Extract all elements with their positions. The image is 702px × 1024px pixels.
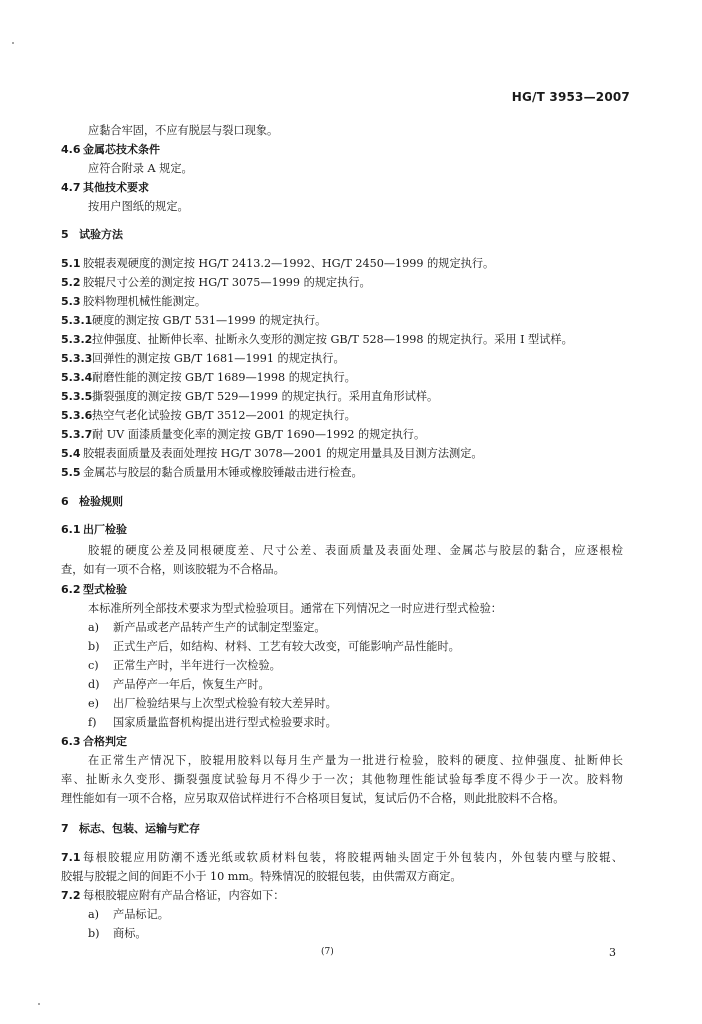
list-item bbox=[88, 715, 337, 730]
section-heading bbox=[61, 494, 623, 509]
clause-text: 热空气老化试验按 GB/T 3512—2001 的规定执行。 bbox=[92, 409, 356, 422]
clause bbox=[61, 313, 623, 328]
clause-number: 7 bbox=[61, 822, 69, 835]
paragraph-line bbox=[88, 123, 278, 138]
clause-number: 6.1 bbox=[61, 523, 81, 536]
heading-text: 出厂检验 bbox=[83, 523, 127, 536]
clause bbox=[61, 465, 623, 480]
list-marker: b) bbox=[88, 927, 100, 940]
clause bbox=[61, 446, 623, 461]
list-item bbox=[88, 907, 169, 922]
line-text: 出厂检验结果与上次型式检验有较大差异时。 bbox=[113, 697, 337, 710]
line-text: 产品停产一年后，恢复生产时。 bbox=[113, 678, 270, 691]
clause-text: 拉伸强度、扯断伸长率、扯断永久变形的测定按 GB/T 528—1998 的规定执行。采用 I 型试样。 bbox=[92, 333, 573, 346]
heading-text: 检验规则 bbox=[79, 495, 123, 508]
clause-text: 金属芯与胶层的黏合质量用木锤或橡胶锤敲击进行检查。 bbox=[83, 466, 363, 479]
paragraph-line bbox=[88, 199, 189, 214]
clause bbox=[61, 850, 623, 865]
line-text: 国家质量监督机构提出进行型式检验要求时。 bbox=[113, 716, 337, 729]
list-item bbox=[88, 639, 460, 654]
list-marker: d) bbox=[88, 678, 100, 691]
clause-number: 5.3.5 bbox=[61, 390, 93, 403]
section-heading bbox=[61, 142, 623, 157]
page-number: 3 bbox=[609, 946, 616, 959]
clause bbox=[61, 275, 623, 290]
clause-text: 胶辊表观硬度的测定按 HG/T 2413.2—1992、HG/T 2450—1999 的规定执行。 bbox=[83, 257, 495, 270]
list-marker: f) bbox=[88, 716, 97, 729]
clause bbox=[61, 294, 623, 309]
paragraph-line bbox=[61, 791, 564, 806]
heading-text: 合格判定 bbox=[83, 735, 127, 748]
line-text: 正式生产后，如结构、材料、工艺有较大改变，可能影响产品性能时。 bbox=[113, 640, 460, 653]
clause-number: 5.3.6 bbox=[61, 409, 93, 422]
clause bbox=[61, 888, 623, 903]
clause-text: 硬度的测定按 GB/T 531—1999 的规定执行。 bbox=[92, 314, 327, 327]
clause-number: 4.7 bbox=[61, 181, 81, 194]
clause-text: 胶料物理机械性能测定。 bbox=[83, 295, 207, 308]
section-heading bbox=[61, 821, 623, 836]
clause-text: 胶辊表面质量及表面处理按 HG/T 3078—2001 的规定用量具及目测方法测定。 bbox=[83, 447, 483, 460]
clause-number: 5 bbox=[61, 228, 69, 241]
list-item bbox=[88, 926, 147, 941]
section-heading bbox=[61, 522, 623, 537]
list-item bbox=[88, 696, 337, 711]
clause bbox=[61, 332, 623, 347]
clause bbox=[61, 408, 623, 423]
clause-number: 5.3 bbox=[61, 295, 81, 308]
line-text: 理性能如有一项不合格，应另取双倍试样进行不合格项目复试，复试后仍不合格，则此批胶料不合格。 bbox=[61, 792, 565, 805]
heading-text: 型式检验 bbox=[83, 583, 127, 596]
clause-text: 回弹性的测定按 GB/T 1681—1991 的规定执行。 bbox=[92, 352, 345, 365]
paragraph-line bbox=[88, 543, 623, 558]
page-marker: (7) bbox=[321, 947, 334, 957]
line-text: 本标准所列全部技术要求为型式检验项目。通常在下列情况之一时应进行型式检验： bbox=[88, 602, 502, 615]
clause-number: 5.3.4 bbox=[61, 371, 93, 384]
heading-text: 金属芯技术条件 bbox=[83, 143, 160, 156]
line-text: 商标。 bbox=[113, 927, 147, 940]
section-heading bbox=[61, 180, 623, 195]
clause-number: 5.3.7 bbox=[61, 428, 93, 441]
clause-text: 胶辊尺寸公差的测定按 HG/T 3075—1999 的规定执行。 bbox=[83, 276, 371, 289]
clause-number: 6.2 bbox=[61, 583, 81, 596]
clause-number: 5.3.2 bbox=[61, 333, 93, 346]
scan-speck bbox=[38, 1003, 40, 1005]
clause-number: 5.5 bbox=[61, 466, 81, 479]
section-heading bbox=[61, 734, 623, 749]
clause-text: 每根胶辊应附有产品合格证，内容如下： bbox=[83, 889, 285, 902]
standard-code: HG/T 3953—2007 bbox=[511, 90, 630, 104]
section-heading bbox=[61, 582, 623, 597]
line-text: 按用户图纸的规定。 bbox=[88, 200, 189, 213]
clause bbox=[61, 389, 623, 404]
line-text: 新产品或老产品转产生产的试制定型鉴定。 bbox=[113, 621, 326, 634]
paragraph-line bbox=[61, 869, 462, 884]
line-text: 产品标记。 bbox=[113, 908, 169, 921]
scan-speck bbox=[12, 42, 14, 44]
clause-number: 4.6 bbox=[61, 143, 81, 156]
clause-number: 6 bbox=[61, 495, 69, 508]
clause-number: 5.2 bbox=[61, 276, 81, 289]
list-item bbox=[88, 677, 270, 692]
paragraph-line bbox=[88, 161, 193, 176]
clause bbox=[61, 427, 623, 442]
line-text: 查，如有一项不合格，则该胶辊为不合格品。 bbox=[61, 563, 285, 576]
clause-number: 5.1 bbox=[61, 257, 81, 270]
paragraph-line bbox=[61, 562, 285, 577]
clause-text: 撕裂强度的测定按 GB/T 529—1999 的规定执行。采用直角形试样。 bbox=[92, 390, 439, 403]
list-marker: c) bbox=[88, 659, 99, 672]
clause-number: 7.1 bbox=[61, 851, 81, 864]
list-item bbox=[88, 620, 326, 635]
clause bbox=[61, 256, 623, 271]
list-marker: a) bbox=[88, 908, 100, 921]
paragraph-line bbox=[88, 753, 623, 768]
list-marker: b) bbox=[88, 640, 100, 653]
heading-text: 试验方法 bbox=[79, 228, 123, 241]
paragraph-line bbox=[61, 772, 623, 787]
list-item bbox=[88, 658, 281, 673]
line-text: 正常生产时，半年进行一次检验。 bbox=[113, 659, 281, 672]
clause-text: 耐磨性能的测定按 GB/T 1689—1998 的规定执行。 bbox=[92, 371, 356, 384]
clause bbox=[61, 351, 623, 366]
list-marker: a) bbox=[88, 621, 100, 634]
line-text: 胶辊的硬度公差及同根硬度差、尺寸公差、表面质量及表面处理、金属芯与胶层的黏合，应逐根检 bbox=[88, 544, 623, 557]
line-text: 应黏合牢固，不应有脱层与裂口现象。 bbox=[88, 124, 279, 137]
clause-number: 5.3.1 bbox=[61, 314, 93, 327]
clause-number: 5.4 bbox=[61, 447, 81, 460]
section-heading bbox=[61, 227, 623, 242]
heading-text: 标志、包装、运输与贮存 bbox=[79, 822, 200, 835]
line-text: 胶辊与胶辊之间的间距不小于 10 mm。特殊情况的胶辊包装，由供需双方商定。 bbox=[61, 870, 462, 883]
paragraph-line bbox=[88, 601, 502, 616]
clause-text: 耐 UV 面漆质量变化率的测定按 GB/T 1690—1992 的规定执行。 bbox=[92, 428, 426, 441]
clause-text: 每根胶辊应用防潮不透光纸或软质材料包装，将胶辊两轴头固定于外包装内，外包装内壁与胶辊、 bbox=[83, 851, 623, 864]
clause bbox=[61, 370, 623, 385]
line-text: 率、扯断永久变形、撕裂强度试验每月不得少于一次；其他物理性能试验每季度不得少于一次。胶料物 bbox=[61, 773, 623, 786]
line-text: 在正常生产情况下，胶辊用胶料以每月生产量为一批进行检验，胶料的硬度、拉伸强度、扯断伸长 bbox=[88, 754, 623, 767]
clause-number: 6.3 bbox=[61, 735, 81, 748]
line-text: 应符合附录 A 规定。 bbox=[88, 162, 193, 175]
clause-number: 7.2 bbox=[61, 889, 81, 902]
heading-text: 其他技术要求 bbox=[83, 181, 149, 194]
list-marker: e) bbox=[88, 697, 99, 710]
clause-number: 5.3.3 bbox=[61, 352, 93, 365]
